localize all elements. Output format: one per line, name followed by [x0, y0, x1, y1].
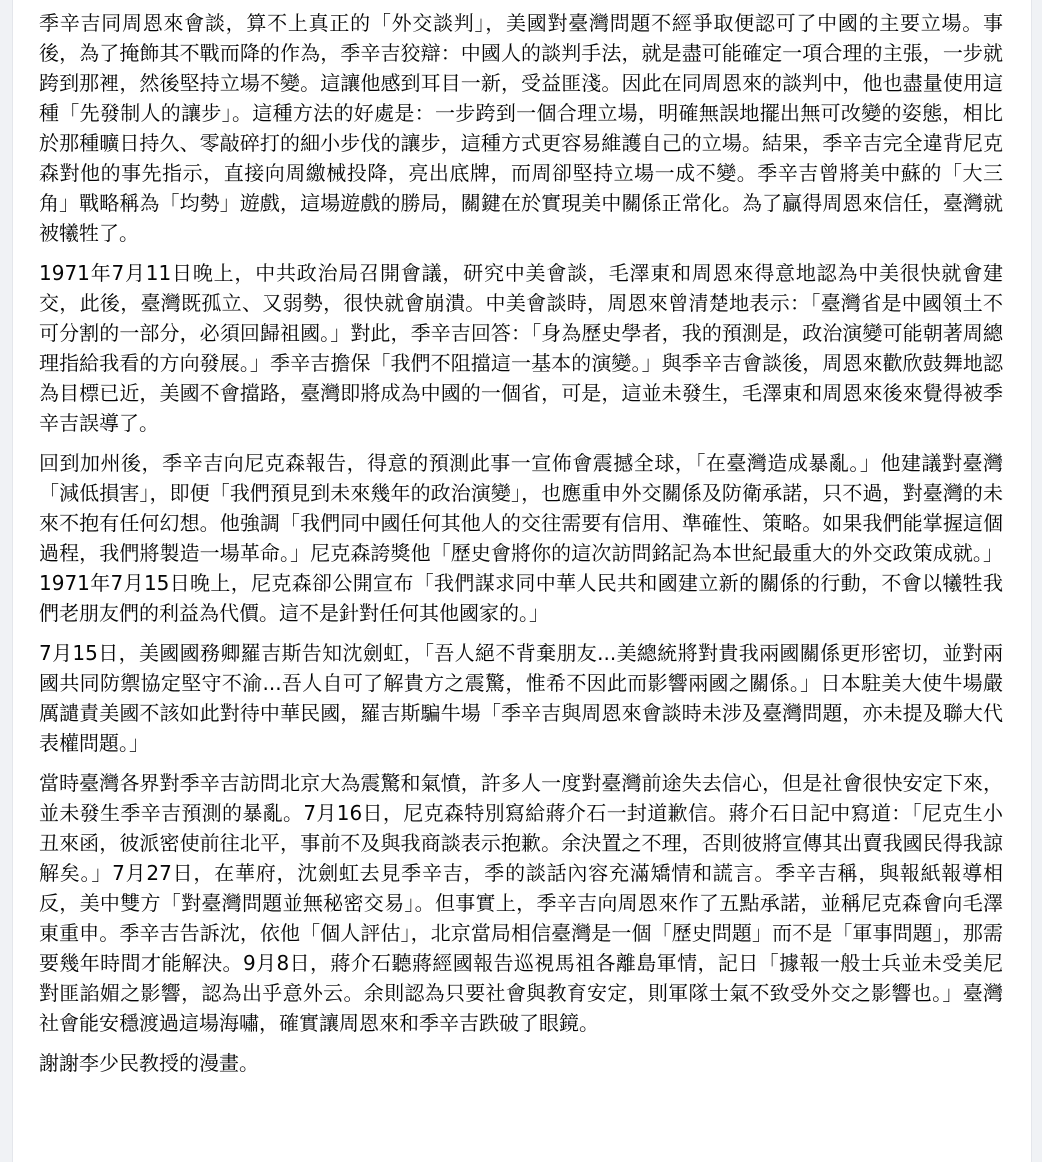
post-paragraph: 當時臺灣各界對季辛吉訪問北京大為震驚和氣憤，許多人一度對臺灣前途失去信心，但是社會很快安定下來，並未發生季辛吉預測的暴亂。7月16日，尼克森特別寫給蔣介石一封道歉信。蔣介石日記中寫道：「尼克生小丑來函，彼派密使前往北平，事前不及與我商談表示抱歉。余決置之不理，否則彼將宣傳其出賣我國民得我諒解矣。」7月27日，在華府，沈劍虹去見季辛吉，季的談話內容充滿矯情和謊言。季辛吉稱，與報紙報導相反，美中雙方「對臺灣問題並無秘密交易」。但事實上，季辛吉向周恩來作了五點承諾，並稱尼克森會向毛澤東重申。季辛吉告訴沈，依他「個人評估」，北京當局相信臺灣是一個「歷史問題」而不是「軍事問題」，那需要幾年時間才能解決。9月8日，蔣介石聽蔣經國報告巡視馬祖各離島軍情，記日「據報一般士兵並未受美尼對匪諂媚之影響，認為出乎意外云。余則認為只要社會與教育安定，則軍隊士氣不致受外交之影響也。」臺灣社會能安穩渡過這場海嘯，確實讓周恩來和季辛吉跌破了眼鏡。	[39, 771, 1003, 1035]
post-card	[12, 0, 1032, 1162]
post-paragraph: 回到加州後，季辛吉向尼克森報告，得意的預測此事一宣佈會震撼全球，「在臺灣造成暴亂。」他建議對臺灣「減低損害」，即便「我們預見到未來幾年的政治演變」，也應重申外交關係及防衛承諾，只不過，對臺灣的未來不抱有任何幻想。他強調「我們同中國任何其他人的交往需要有信用、準確性、策略。如果我們能掌握這個過程，我們將製造一場革命。」尼克森誇獎他「歷史會將你的這次訪問銘記為本世紀最重大的外交政策成就。」1971年7月15日晚上，尼克森卻公開宣布「我們謀求同中華人民共和國建立新的關係的行動，不會以犧牲我們老朋友們的利益為代價。這不是針對任何其他國家的。」	[39, 451, 1003, 625]
post-paragraph: 7月15日，美國國務卿羅吉斯告知沈劍虹，「吾人絕不背棄朋友...美總統將對貴我兩國關係更形密切，並對兩國共同防禦協定堅守不渝...吾人自可了解貴方之震驚，惟希不因此而影響兩國之關係。」日本駐美大使牛場嚴厲譴責美國不該如此對待中華民國，羅吉斯騙牛場「季辛吉與周恩來會談時未涉及臺灣問題，亦未提及聯大代表權問題。」	[39, 641, 1003, 755]
post-body	[39, 8, 1003, 1078]
post-paragraph: 謝謝李少民教授的漫畫。	[39, 1051, 259, 1075]
post-paragraph: 季辛吉同周恩來會談，算不上真正的「外交談判」，美國對臺灣問題不經爭取便認可了中國的主要立場。事後，為了掩飾其不戰而降的作為，季辛吉狡辯：中國人的談判手法，就是盡可能確定一項合理的主張，一步就跨到那裡，然後堅持立場不變。這讓他感到耳目一新，受益匪淺。因此在同周恩來的談判中，他也盡量使用這種「先發制人的讓步」。這種方法的好處是：一步跨到一個合理立場，明確無誤地擺出無可改變的姿態，相比於那種曠日持久、零敲碎打的細小步伐的讓步，這種方式更容易維護自己的立場。結果，季辛吉完全違背尼克森對他的事先指示，直接向周繳械投降，亮出底牌，而周卻堅持立場一成不變。季辛吉曾將美中蘇的「大三角」戰略稱為「均勢」遊戲，這場遊戲的勝局，關鍵在於實現美中關係正常化。為了贏得周恩來信任，臺灣就被犧牲了。	[39, 11, 1003, 245]
post-paragraph: 1971年7月11日晚上，中共政治局召開會議，研究中美會談，毛澤東和周恩來得意地認為中美很快就會建交，此後，臺灣既孤立、又弱勢，很快就會崩潰。中美會談時，周恩來曾清楚地表示：「臺灣省是中國領土不可分割的一部分，必須回歸祖國。」對此，季辛吉回答：「身為歷史學者，我的預測是，政治演變可能朝著周總理指給我看的方向發展。」季辛吉擔保「我們不阻擋這一基本的演變。」與季辛吉會談後，周恩來歡欣鼓舞地認為目標已近，美國不會擋路，臺灣即將成為中國的一個省，可是，這並未發生，毛澤東和周恩來後來覺得被季辛吉誤導了。	[39, 261, 1003, 435]
